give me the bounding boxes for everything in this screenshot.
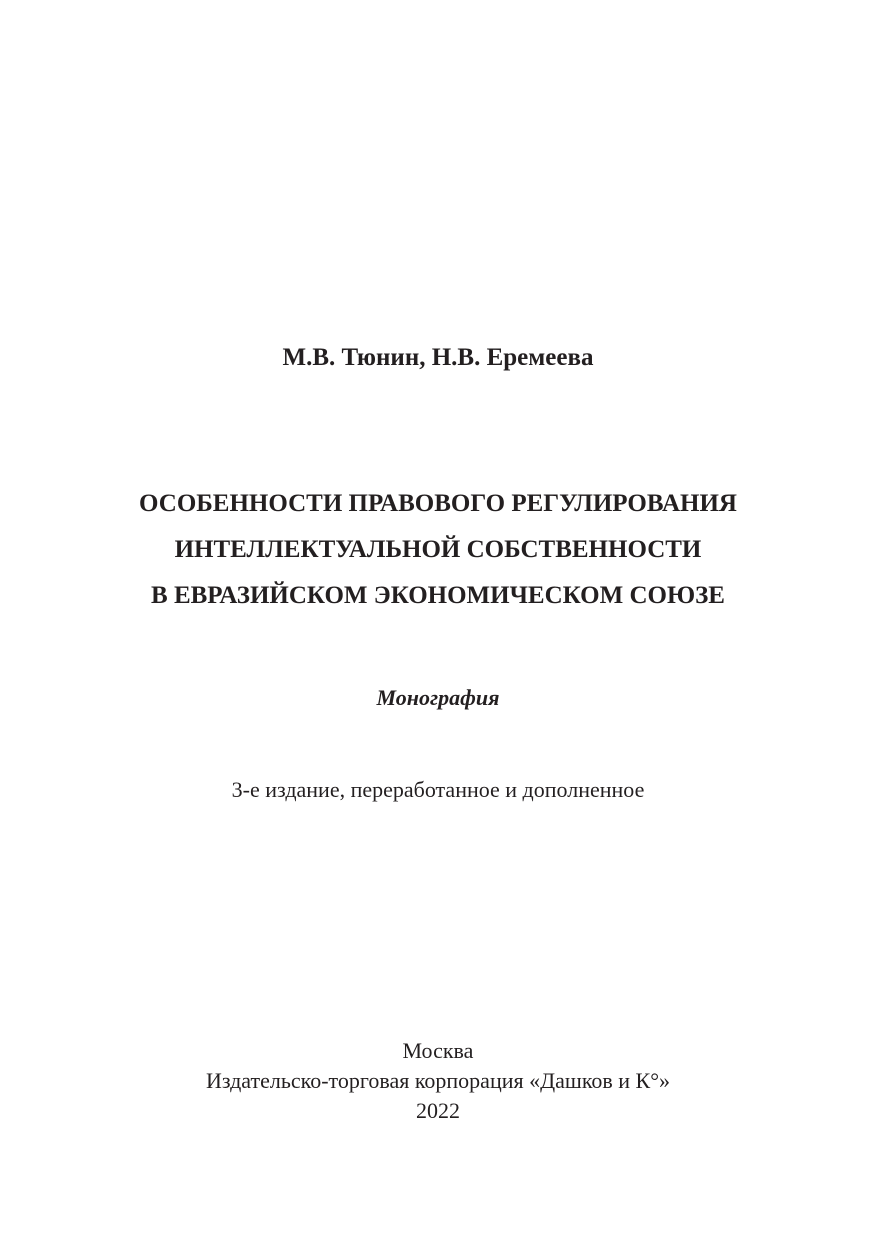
title-line-1: ОСОБЕННОСТИ ПРАВОВОГО РЕГУЛИРОВАНИЯ xyxy=(139,490,737,517)
title-line-2: ИНТЕЛЛЕКТУАЛЬНОЙ СОБСТВЕННОСТИ xyxy=(174,536,702,563)
imprint-city: Москва xyxy=(402,1038,474,1063)
imprint-publisher: Издательско-торговая корпорация «Дашков и К°» xyxy=(205,1068,671,1093)
imprint-year: 2022 xyxy=(416,1098,460,1123)
authors: М.В. Тюнин, Н.В. Еремеева xyxy=(282,344,594,371)
genre-label: Монография xyxy=(376,685,500,710)
title-line-3: В ЕВРАЗИЙСКОМ ЭКОНОМИЧЕСКОМ СОЮЗЕ xyxy=(151,582,725,609)
edition-note: 3-е издание, переработанное и дополненное xyxy=(231,777,645,802)
